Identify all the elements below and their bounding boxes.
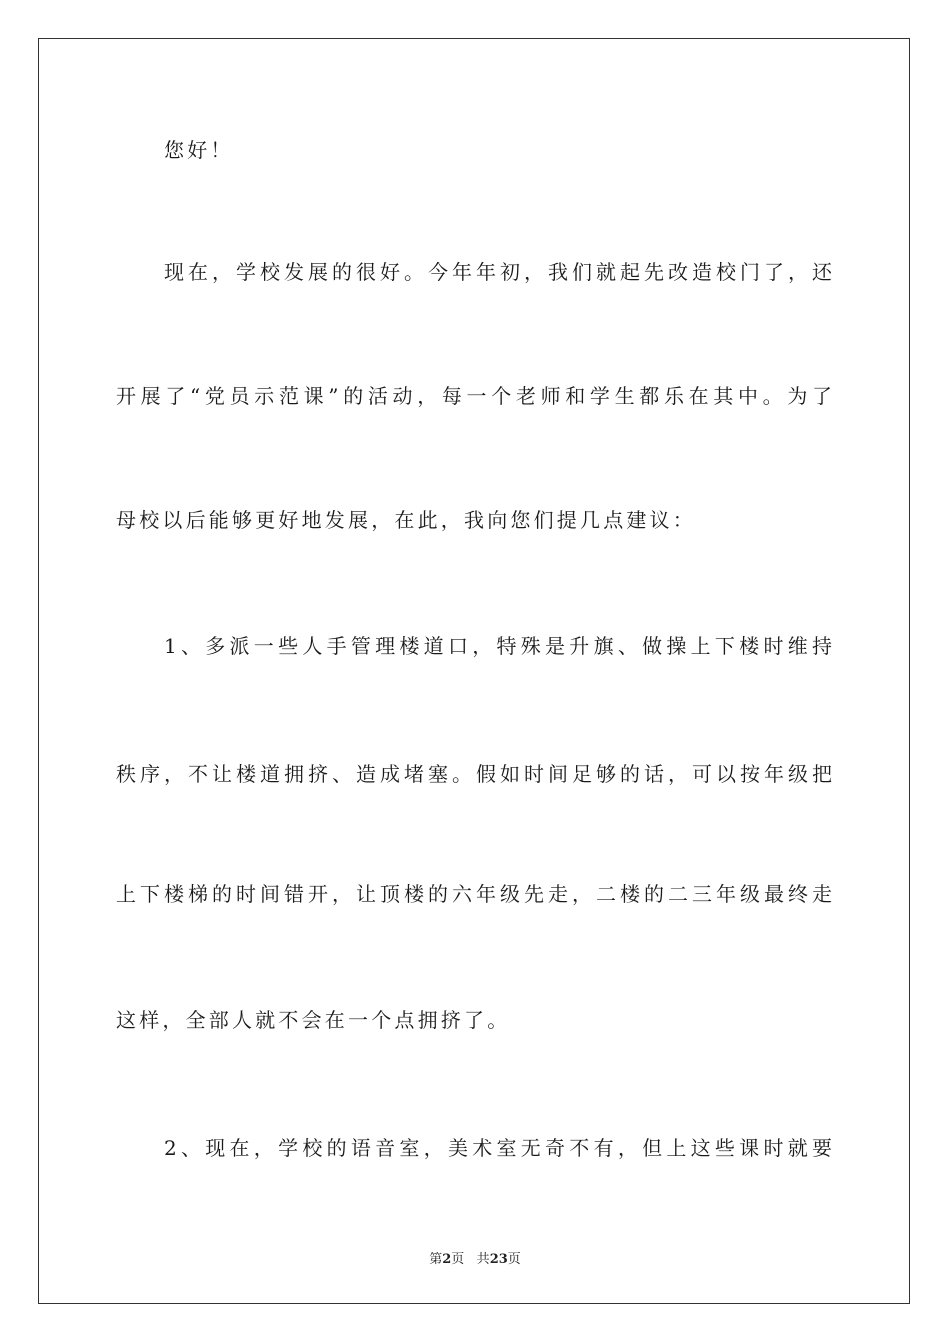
paragraph-line: 秩序，不让楼道拥挤、造成堵塞。假如时间足够的话，可以按年级把 — [116, 762, 832, 786]
paragraph-line: 2、现在，学校的语音室，美术室无奇不有，但上这些课时就要 — [164, 1136, 832, 1160]
footer-total-suffix: 页 — [507, 1252, 521, 1267]
footer-total-prefix: 共 — [476, 1252, 490, 1267]
paragraph-line: 上下楼梯的时间错开，让顶楼的六年级先走，二楼的二三年级最终走 — [116, 882, 832, 906]
page-footer — [0, 1248, 950, 1267]
footer-total-pages: 23 — [489, 1252, 508, 1267]
paragraph-line: 开展了“党员示范课”的活动，每一个老师和学生都乐在其中。为了 — [116, 384, 832, 408]
paragraph-line: 这样，全部人就不会在一个点拥挤了。 — [116, 1008, 511, 1032]
paragraph-line: 现在，学校发展的很好。今年年初，我们就起先改造校门了，还 — [164, 260, 832, 284]
footer-page-number: 2 — [442, 1252, 452, 1267]
greeting-line: 您好！ — [164, 138, 234, 162]
paragraph-line: 1、多派一些人手管理楼道口，特殊是升旗、做操上下楼时维持 — [164, 634, 832, 658]
footer-page-suffix: 页 — [451, 1252, 465, 1267]
page-border — [38, 38, 910, 1304]
footer-prefix: 第 — [429, 1252, 443, 1267]
paragraph-line: 母校以后能够更好地发展，在此，我向您们提几点建议： — [116, 508, 696, 532]
